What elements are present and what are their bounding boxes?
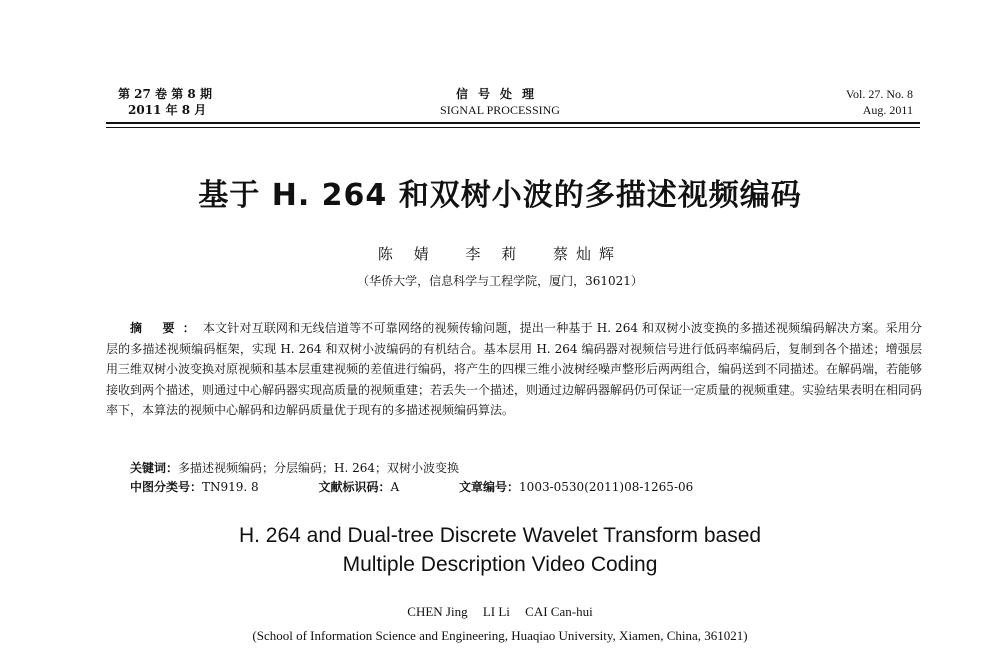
affiliation-en: (School of Information Science and Engineering, Huaqiao University, Xiamen, China, 361021) xyxy=(252,628,748,643)
author-list-en xyxy=(0,604,1000,620)
author-name-en: LI Li xyxy=(482,604,510,619)
paper-title-en xyxy=(0,521,1000,579)
keywords-text: 多描述视频编码；分层编码；H. 264；双树小波变换 xyxy=(178,461,460,475)
volume-issue-en: Vol. 27. No. 8 xyxy=(845,87,913,101)
author-name: 李 莉 xyxy=(465,245,525,263)
doc-value: A xyxy=(390,480,400,494)
clc-value: TN919. 8 xyxy=(202,480,259,494)
header-rule-thick xyxy=(106,122,920,124)
issue-date-en: Aug. 2011 xyxy=(862,103,913,117)
abstract-cn xyxy=(106,318,922,421)
volume-issue: 第 27 卷 第 8 期 xyxy=(118,87,212,101)
author-name-en: CHEN Jing xyxy=(407,604,468,619)
doc-label: 文献标识码： xyxy=(318,480,391,494)
paper-title-en-line1: H. 264 and Dual-tree Discrete Wavelet Transform based xyxy=(238,524,762,547)
author-name: 陈 婧 xyxy=(377,245,437,263)
header-rule-thin xyxy=(106,127,920,128)
abstract-label: 摘 要： xyxy=(130,321,203,335)
article-value: 1003-0530(2011)08-1265-06 xyxy=(519,480,694,494)
doc-code xyxy=(319,480,428,494)
clc-label: 中图分类号： xyxy=(130,480,203,494)
journal-issue-en xyxy=(846,86,913,118)
article-number xyxy=(459,480,721,494)
paper-title-cn: 基于 H. 264 和双树小波的多描述视频编码 xyxy=(198,178,802,213)
paper-title-en-line2: Multiple Description Video Coding xyxy=(342,553,658,576)
article-label: 文章编号： xyxy=(459,480,520,494)
issue-date-cn: 2011 年 8 月 xyxy=(128,103,207,117)
author-name: 蔡灿辉 xyxy=(553,245,623,263)
abstract-text: 本文针对互联网和无线信道等不可靠网络的视频传输问题，提出一种基于 H. 264 和双树小波变换的多描述视频编码解决方案。采用分层的多描述视频编码框架，实现 H. 264 和双树小波编码的有机结合。基本层用 H. 264 编码器对视频信号进行低码率编码后，复制到各个描述；增强层用三维双树小波变换对原视频和基本层重建视频的差值进行编码，将产生的四棵三维小波树经噪声整形后两两组合，编码送到不同描述。在解码端，若能够接收到两个描述，则通过中心解码器实现高质量的视频重建；若丢失一个描述，则通过边解码器解码仍可保证一定质量的视频重建。实验结果表明在相同码率下，本算法的视频中心解码和边解码质量优于现有的多描述视频编码算法。 xyxy=(106,321,923,417)
author-name-en: CAI Can-hui xyxy=(525,604,593,619)
journal-name-cn: 信号处理 xyxy=(455,87,544,101)
journal-name-en: SIGNAL PROCESSING xyxy=(440,103,560,117)
clc-code xyxy=(130,480,287,494)
keywords-label: 关键词： xyxy=(130,461,179,475)
keywords-line xyxy=(130,459,459,477)
author-list-cn xyxy=(0,243,1000,264)
classification-line xyxy=(130,478,749,496)
affiliation-cn: （华侨大学，信息科学与工程学院，厦门，361021） xyxy=(357,274,643,288)
